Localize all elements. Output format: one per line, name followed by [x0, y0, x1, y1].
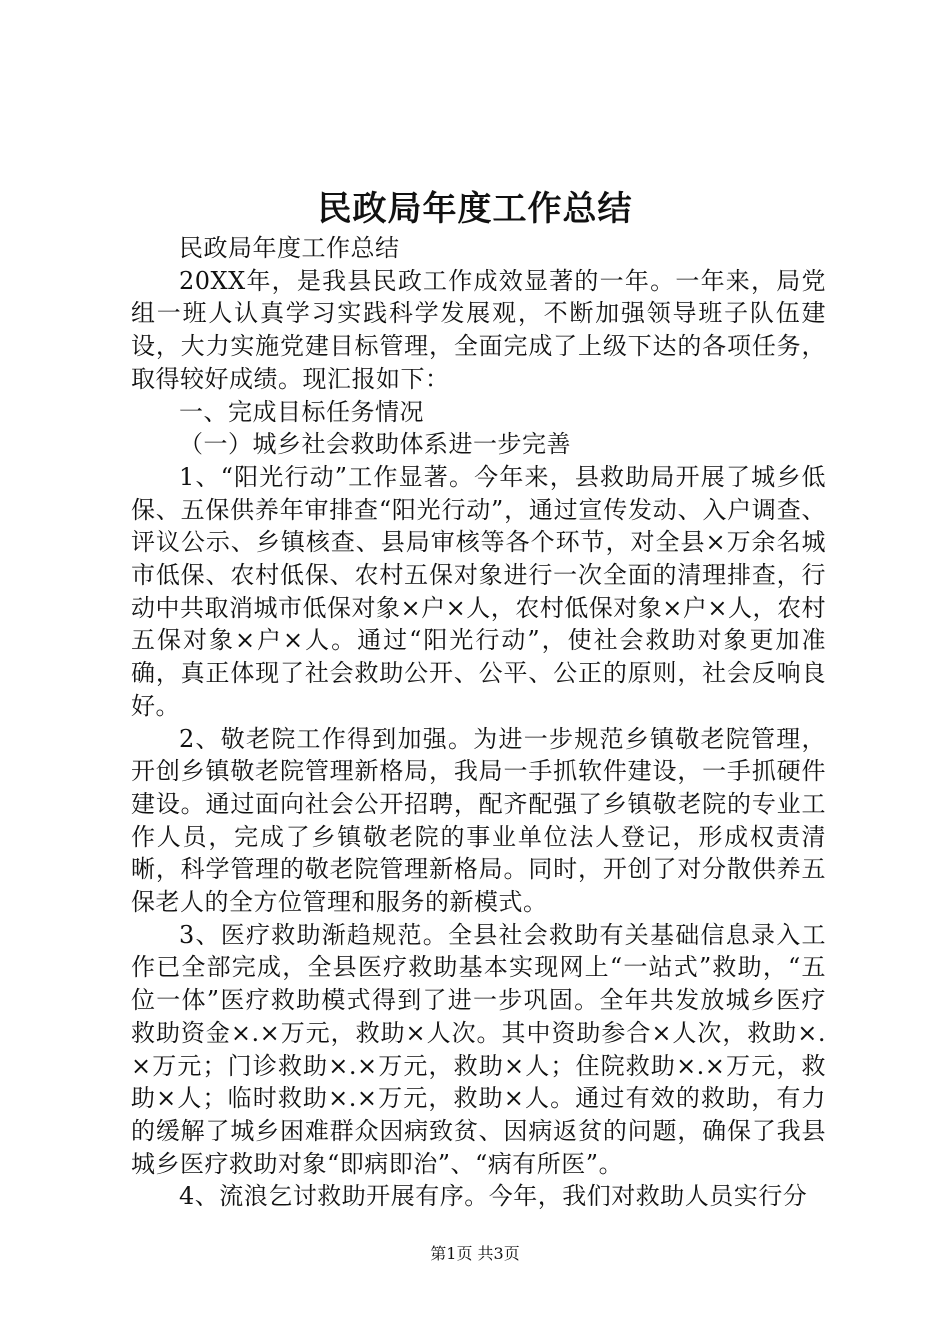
paragraph-intro: 20XX年，是我县民政工作成效显著的一年。一年来，局党组一班人认真学习实践科学发展观，不断加强领导班子队伍建设，大力实施党建目标管理，全面完成了上级下达的各项任务，取得较好成绩。现汇报如下： — [131, 266, 826, 393]
paragraph-item-4: 4、流浪乞讨救助开展有序。今年，我们对救助人员实行分 — [179, 1182, 808, 1211]
paragraph-subtitle: 民政局年度工作总结 — [179, 234, 400, 262]
paragraph-item-2: 2、敬老院工作得到加强。为进一步规范乡镇敬老院管理，开创乡镇敬老院管理新格局，我局一手抓软件建设，一手抓硬件建设。通过面向社会公开招聘，配齐配强了乡镇敬老院的专业工作人员，完成了乡镇敬老院的事业单位法人登记，形成权责清晰，科学管理的敬老院管理新格局。同时，开创了对分散供养五保老人的全方位管理和服务的新模式。 — [131, 724, 826, 917]
page-footer: 第1页 共3页 — [430, 1244, 520, 1263]
document-body — [131, 232, 826, 1213]
paragraph-item-3: 3、医疗救助渐趋规范。全县社会救助有关基础信息录入工作已全部完成，全县医疗救助基本实现网上“一站式”救助，“五位一体”医疗救助模式得到了进一步巩固。全年共发放城乡医疗救助资金×.×万元，救助×人次。其中资助参合×人次，救助×.×万元；门诊救助×.×万元，救助×人；住院救助×.×万元，救助×人；临时救助×.×万元，救助×人。通过有效的救助，有力的缓解了城乡困难群众因病致贫、因病返贫的问题，确保了我县城乡医疗救助对象“即病即治”、“病有所医”。 — [131, 920, 826, 1178]
section-heading: 一、完成目标任务情况 — [179, 397, 424, 426]
document-title: 民政局年度工作总结 — [317, 189, 633, 229]
paragraph-item-1: 1、“阳光行动”工作显著。今年来，县救助局开展了城乡低保、五保供养年审排查“阳光行动”，通过宣传发动、入户调查、评议公示、乡镇核查、县局审核等各个环节，对全县×万余名城市低保、农村低保、农村五保对象进行一次全面的清理排查，行动中共取消城市低保对象×户×人，农村低保对象×户×人，农村五保对象×户×人。通过“阳光行动”，使社会救助对象更加准确，真正体现了社会救助公开、公平、公正的原则，社会反响良好。 — [131, 462, 826, 720]
subsection-heading: （一）城乡社会救助体系进一步完善 — [179, 430, 571, 459]
